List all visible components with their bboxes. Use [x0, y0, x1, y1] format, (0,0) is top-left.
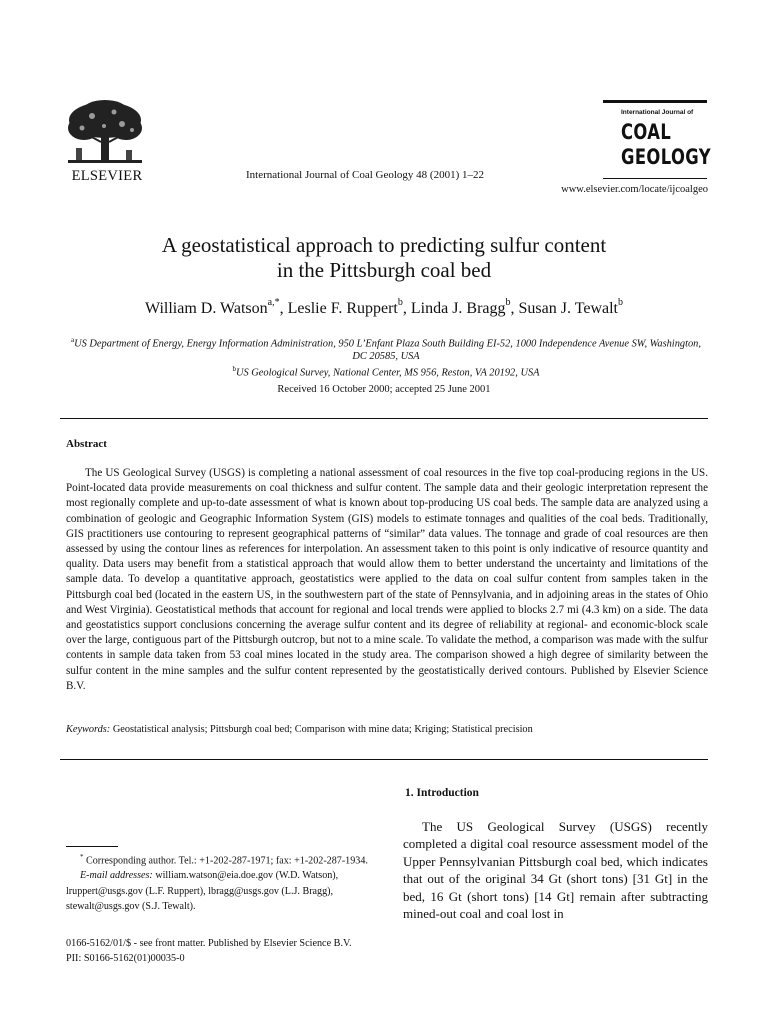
author-affiliation-mark: a,*	[267, 297, 280, 308]
journal-logo-title	[621, 120, 711, 170]
title-line-1: A geostatistical approach to predicting sulfur content	[161, 233, 607, 257]
author-name: William D. Watson	[145, 300, 268, 317]
author-name: Susan J. Tewalt	[518, 300, 618, 317]
introduction-body: The US Geological Survey (USGS) recently completed a digital coal resource assessment model of the Upper Pennsylvanian Pittsburgh coal bed, which indicates that out of the original 34 Gt (short tons) [31 Gt] in the bed, 16 Gt (short tons) [14 Gt] remain after subtracting mined-out coal and coal lost in	[403, 819, 708, 922]
affiliations	[66, 334, 706, 380]
email-list: william.watson@eia.doe.gov (W.D. Watson), lruppert@usgs.gov (L.F. Ruppert), lbragg@usgs.gov (L.J. Bragg), stewalt@usgs.gov (S.J. Tewalt).	[66, 870, 339, 912]
affiliation-a-mark: a	[71, 336, 75, 344]
footnote-mark: *	[80, 853, 84, 861]
email-label: E-mail addresses:	[80, 870, 153, 882]
corresponding-author-note	[66, 850, 376, 868]
abstract-top-rule	[60, 418, 708, 419]
footnote	[66, 850, 376, 914]
abstract-body: The US Geological Survey (USGS) is completing a national assessment of coal resources in the five top coal-producing regions in the US. Point-located data provide measurements on coal thickness and sulfur content. The sample data and their geologic interpretation represent the most regionally complete and up-to-date assessment of what is known about top-producing US coal beds. The sample data are analyzed using a combination of geologic and Geographic Information System (GIS) models to estimate tonnages and qualities of the coal beds. Traditionally, GIS practitioners use contouring to represent geographical patterns of “similar” data values. The tonnage and grade of coal resources are then assessed by using the contour lines as references for interpolation. An assessment taken to this point is only indicative of resource quantity and quality. Data users may benefit from a statistical approach that would allow them to better understand the uncertainty and limitations of the sample data. To develop a quantitative approach, geostatistics were applied to the data on coal sulfur content from samples taken in the Pittsburgh coal bed (located in the eastern US, in the southwestern part of the state of Pennsylvania, and in adjoining areas in the states of Ohio and West Virginia). Geostatistical methods that account for regional and local trends were applied to blocks 2.7 mi (4.3 km) on a side. The data and geostatistics support conclusions concerning the average sulfur content and its degree of reliability at regional- and economic-block scale over the large, contiguous part of the Pittsburgh outcrop, but not to a mine scale. To validate the method, a comparison was made with the sulfur contents in sample data taken from 53 coal mines located in the study area. The comparison showed a high degree of similarity between the sulfur content in the mine samples and the sulfur content represented by the geostatistically derived contours. Published by Elsevier Science B.V.	[66, 467, 708, 692]
affiliation-b-text: US Geological Survey, National Center, MS 956, Reston, VA 20192, USA	[235, 367, 540, 379]
author-list	[0, 297, 768, 318]
affiliation-a-text: US Department of Energy, Energy Information Administration, 950 L’Enfant Plaza South Building EI-52, 1000 Independence Avenue SW, Washington, DC 20585, USA	[74, 338, 701, 363]
abstract-bottom-rule	[60, 759, 708, 760]
corresponding-author-text: Corresponding author. Tel.: +1-202-287-1971; fax: +1-202-287-1934.	[86, 855, 368, 867]
journal-url[interactable]: www.elsevier.com/locate/ijcoalgeo	[561, 184, 708, 195]
keywords-label: Keywords:	[66, 724, 111, 735]
keywords	[66, 724, 708, 735]
keywords-text: Geostatistical analysis; Pittsburgh coal bed; Comparison with mine data; Kriging; Statistical precision	[112, 724, 533, 735]
copyright-line: 0166-5162/01/$ - see front matter. Published by Elsevier Science B.V.	[66, 938, 352, 949]
author-affiliation-mark: b	[505, 297, 511, 308]
author-name: Linda J. Bragg	[410, 300, 506, 317]
journal-logo-word-geology: GEOLOGY	[621, 145, 712, 169]
author-separator: ,	[279, 300, 288, 317]
journal-logo-subtitle: International Journal of	[621, 109, 694, 116]
front-matter	[66, 936, 352, 966]
footnote-rule	[66, 846, 118, 847]
affiliation-b-mark: b	[232, 365, 236, 374]
journal-logo-top-rule	[603, 100, 707, 103]
author-name: Leslie F. Ruppert	[287, 300, 398, 317]
author-separator: ,	[510, 300, 519, 317]
abstract-heading: Abstract	[66, 438, 107, 450]
article-title	[0, 233, 768, 283]
title-line-2: in the Pittsburgh coal bed	[276, 258, 492, 282]
introduction-heading: 1. Introduction	[405, 787, 479, 799]
publisher-name: ELSEVIER	[71, 168, 143, 184]
author-affiliation-mark: b	[618, 297, 623, 308]
journal-logo-bottom-rule	[603, 178, 707, 179]
email-addresses	[66, 868, 376, 913]
author-affiliation-mark: b	[397, 297, 403, 308]
journal-citation: International Journal of Coal Geology 48 (2001) 1–22	[246, 169, 484, 181]
journal-logo-word-coal: COAL	[621, 120, 672, 144]
received-dates: Received 16 October 2000; accepted 25 June 2001	[277, 384, 491, 395]
author-separator: ,	[402, 300, 411, 317]
pii-line: PII: S0166-5162(01)00035-0	[66, 953, 185, 965]
affiliation-a	[66, 334, 706, 363]
affiliation-b	[66, 363, 706, 379]
